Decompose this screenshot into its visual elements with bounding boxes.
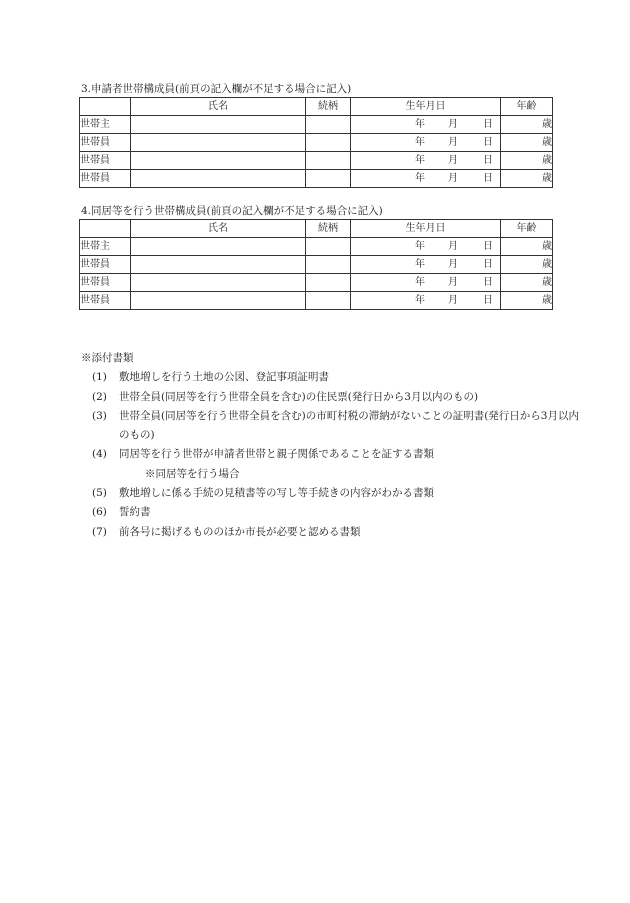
- header-birth: 生年月日: [351, 98, 501, 116]
- attachment-text: 敷地増しを行う土地の公図、登記事項証明書: [119, 371, 329, 384]
- birth-date-cell[interactable]: [351, 116, 501, 134]
- age-cell[interactable]: 歳: [501, 256, 553, 274]
- relation-cell: 世帯員: [80, 134, 131, 152]
- attachment-number: (3): [92, 409, 107, 422]
- birth-date-cell[interactable]: [351, 274, 501, 292]
- attachment-number: (7): [92, 525, 107, 538]
- name-input-cell[interactable]: [131, 134, 306, 152]
- age-cell[interactable]: 歳: [501, 292, 553, 310]
- table-row: [80, 256, 553, 274]
- relation-input-cell[interactable]: [306, 134, 351, 152]
- month-label: 月: [448, 119, 458, 130]
- relation-cell: 世帯主: [80, 238, 131, 256]
- attachment-text: 敷地増しに係る手続の見積書等の写し等手続きの内容がわかる書類: [119, 487, 434, 500]
- relation-input-cell[interactable]: [306, 292, 351, 310]
- header-relation: 続柄: [306, 220, 351, 238]
- day-label: 日: [483, 241, 493, 252]
- attachments-section: [81, 349, 589, 542]
- table-header-row: [80, 220, 553, 238]
- name-input-cell[interactable]: [131, 170, 306, 188]
- header-age: 年齢: [501, 98, 553, 116]
- relation-cell: 世帯員: [80, 274, 131, 292]
- year-label: 年: [415, 155, 425, 166]
- age-cell[interactable]: 歳: [501, 116, 553, 134]
- attachment-text: 世帯全員(同居等を行う世帯全員を含む)の住民票(発行日から3月以内のもの): [119, 390, 479, 403]
- relation-cell: 世帯員: [80, 152, 131, 170]
- birth-date-cell[interactable]: [351, 256, 501, 274]
- attachment-number: (2): [92, 390, 107, 403]
- year-label: 年: [415, 259, 425, 270]
- attachment-item: [81, 484, 589, 503]
- relation-cell: 世帯主: [80, 116, 131, 134]
- relation-cell: 世帯員: [80, 170, 131, 188]
- birth-date-cell[interactable]: [351, 152, 501, 170]
- attachment-text: 前各号に掲げるもののほか市長が必要と認める書類: [119, 525, 361, 538]
- header-birth: 生年月日: [351, 220, 501, 238]
- section-4-title: 4.同居等を行う世帯構成員(前頁の記入欄が不足する場合に記入): [81, 205, 383, 217]
- header-age: 年齢: [501, 220, 553, 238]
- age-cell[interactable]: 歳: [501, 170, 553, 188]
- month-label: 月: [448, 241, 458, 252]
- relation-cell: 世帯員: [80, 292, 131, 310]
- table-row: [80, 170, 553, 188]
- name-input-cell[interactable]: [131, 238, 306, 256]
- birth-date-cell[interactable]: [351, 134, 501, 152]
- age-cell[interactable]: 歳: [501, 274, 553, 292]
- day-label: 日: [483, 277, 493, 288]
- table-row: [80, 238, 553, 256]
- relation-cell: 世帯員: [80, 256, 131, 274]
- name-input-cell[interactable]: [131, 152, 306, 170]
- name-input-cell[interactable]: [131, 116, 306, 134]
- name-input-cell[interactable]: [131, 292, 306, 310]
- relation-input-cell[interactable]: [306, 256, 351, 274]
- relation-input-cell[interactable]: [306, 238, 351, 256]
- year-label: 年: [415, 277, 425, 288]
- header-blank-cell: [80, 98, 131, 116]
- attachment-number: (1): [92, 371, 107, 384]
- attachment-item: [81, 388, 589, 407]
- table-header-row: [80, 98, 553, 116]
- month-label: 月: [448, 295, 458, 306]
- section-3-table: [79, 97, 553, 188]
- month-label: 月: [448, 155, 458, 166]
- month-label: 月: [448, 137, 458, 148]
- age-cell[interactable]: 歳: [501, 152, 553, 170]
- name-input-cell[interactable]: [131, 274, 306, 292]
- attachment-item: [81, 503, 589, 522]
- attachment-item: [81, 445, 589, 484]
- header-relation: 続柄: [306, 98, 351, 116]
- birth-date-cell[interactable]: [351, 170, 501, 188]
- attachment-number: (6): [92, 506, 107, 519]
- day-label: 日: [483, 295, 493, 306]
- month-label: 月: [448, 259, 458, 270]
- relation-input-cell[interactable]: [306, 274, 351, 292]
- attachment-item: [81, 407, 589, 446]
- table-row: [80, 292, 553, 310]
- section-3-title: 3.申請者世帯構成員(前頁の記入欄が不足する場合に記入): [81, 83, 352, 95]
- header-name: 氏名: [131, 220, 306, 238]
- table-row: [80, 116, 553, 134]
- year-label: 年: [415, 119, 425, 130]
- year-label: 年: [415, 295, 425, 306]
- attachment-text: 誓約書: [119, 506, 151, 519]
- header-name: 氏名: [131, 98, 306, 116]
- attachments-heading: ※添付書類: [81, 352, 134, 364]
- attachment-number: (5): [92, 487, 107, 500]
- attachment-item: [81, 368, 589, 387]
- attachment-text: 世帯全員(同居等を行う世帯全員を含む)の市町村税の滞納がないことの証明書(発行日から3月以内のもの): [119, 409, 579, 442]
- age-cell[interactable]: 歳: [501, 238, 553, 256]
- age-cell[interactable]: 歳: [501, 134, 553, 152]
- year-label: 年: [415, 137, 425, 148]
- day-label: 日: [483, 173, 493, 184]
- day-label: 日: [483, 259, 493, 270]
- month-label: 月: [448, 277, 458, 288]
- table-row: [80, 274, 553, 292]
- year-label: 年: [415, 173, 425, 184]
- day-label: 日: [483, 155, 493, 166]
- table-row: [80, 152, 553, 170]
- day-label: 日: [483, 119, 493, 130]
- name-input-cell[interactable]: [131, 256, 306, 274]
- attachment-number: (4): [92, 448, 107, 461]
- attachment-item: [81, 523, 589, 542]
- relation-input-cell[interactable]: [306, 170, 351, 188]
- attachment-text: 同居等を行う世帯が申請者世帯と親子関係であることを証する書類: [119, 448, 434, 461]
- attachment-note: ※同居等を行う場合: [145, 467, 240, 480]
- relation-input-cell[interactable]: [306, 152, 351, 170]
- table-row: [80, 134, 553, 152]
- relation-input-cell[interactable]: [306, 116, 351, 134]
- header-blank-cell: [80, 220, 131, 238]
- section-4-table: [79, 219, 553, 310]
- month-label: 月: [448, 173, 458, 184]
- year-label: 年: [415, 241, 425, 252]
- birth-date-cell[interactable]: [351, 292, 501, 310]
- day-label: 日: [483, 137, 493, 148]
- birth-date-cell[interactable]: [351, 238, 501, 256]
